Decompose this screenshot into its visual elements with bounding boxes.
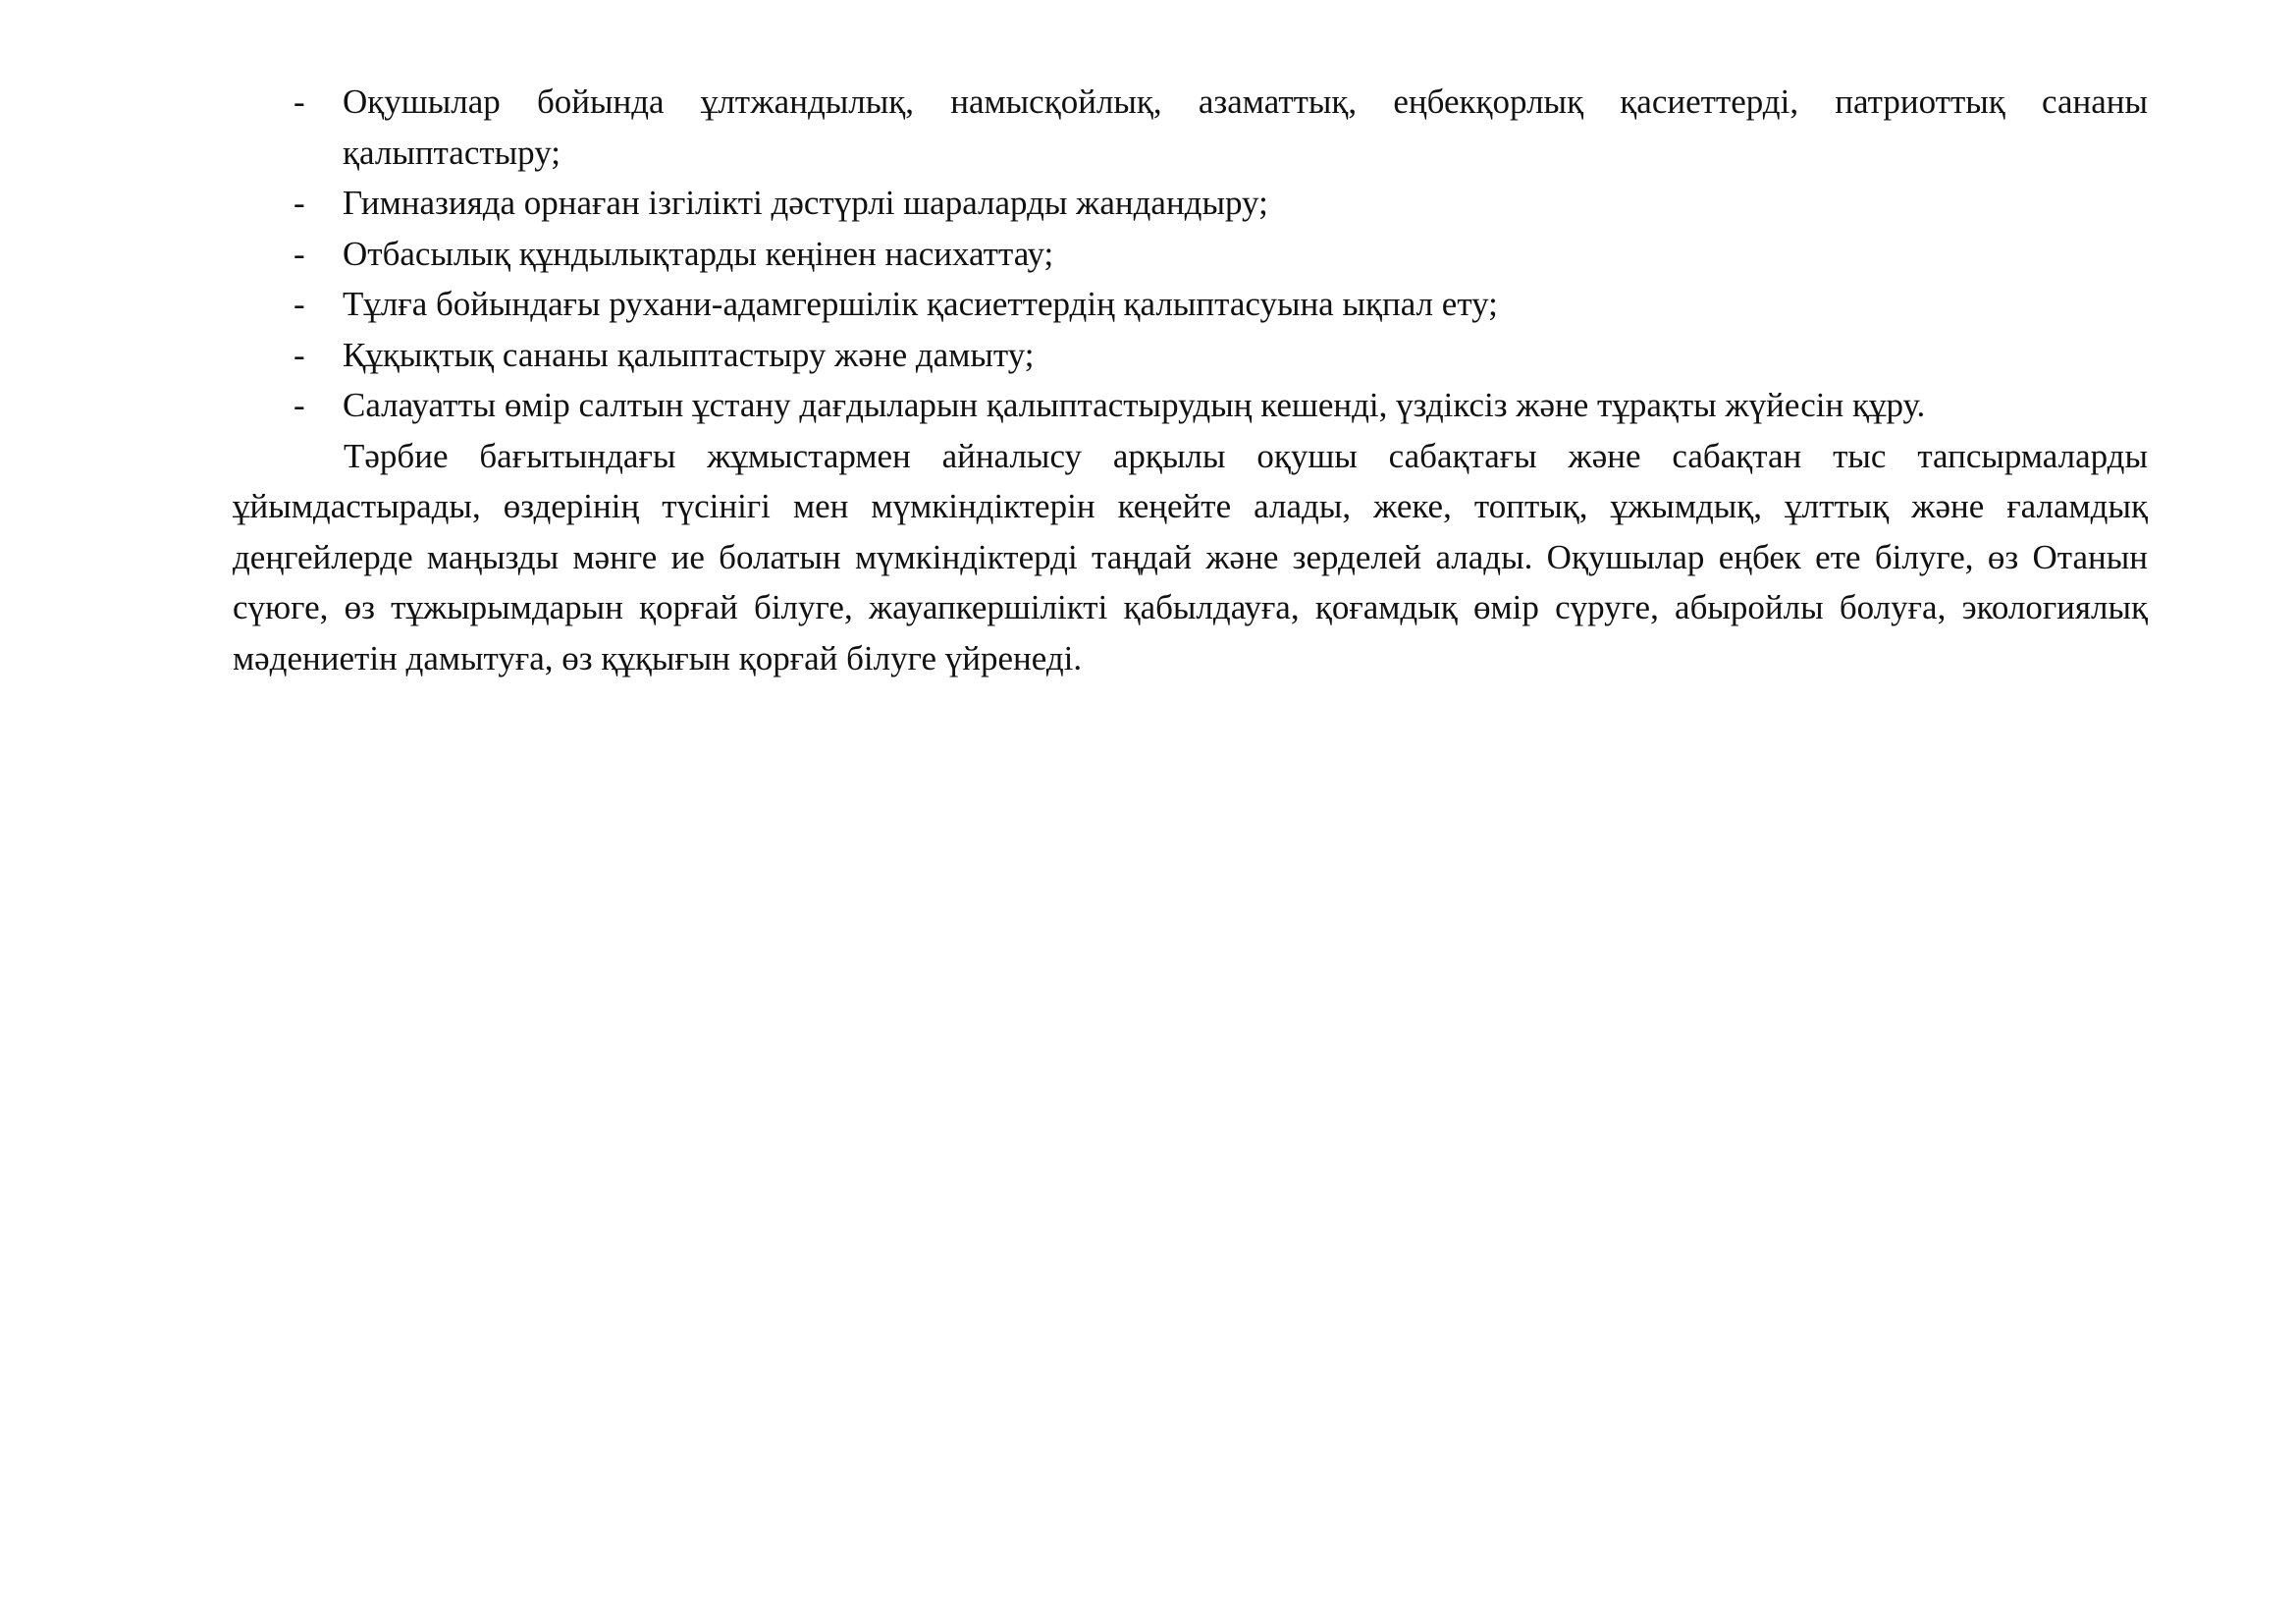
list-dash: -	[294, 386, 305, 424]
list-dash: -	[294, 285, 305, 323]
list-item	[233, 229, 2148, 280]
list-item-text: Құқықтық сананы қалыптастыру және дамыту;	[343, 335, 1035, 374]
list-item-text: Оқушылар бойында ұлтжандылық, намысқойлық, азаматтық, еңбекқорлық қасиеттерді, патриоттық сананы қалыптастыру;	[343, 82, 2148, 172]
list-item	[233, 380, 2148, 431]
list-item	[233, 178, 2148, 229]
list-item-text: Гимназияда орнаған ізгілікті дәстүрлі шараларды жандандыру;	[343, 184, 1268, 222]
list-item	[233, 330, 2148, 381]
list-item-text: Отбасылық құндылықтарды кеңінен насихаттау;	[343, 234, 1054, 273]
document-body	[233, 77, 2148, 683]
list-item-text: Тұлға бойындағы рухани-адамгершілік қасиеттердің қалыптасуына ықпал ету;	[343, 285, 1498, 323]
list-item	[233, 77, 2148, 178]
list-dash: -	[294, 184, 305, 222]
list-dash: -	[294, 82, 305, 121]
goals-list	[233, 77, 2148, 431]
list-dash: -	[294, 234, 305, 273]
list-dash: -	[294, 335, 305, 374]
list-item	[233, 279, 2148, 330]
body-paragraph: Тәрбие бағытындағы жұмыстармен айналысу арқылы оқушы сабақтағы және сабақтан тыс тапсырмаларды ұйымдастырады, өздерінің түсінігі мен мүмкіндіктерін кеңейте алады, жеке, топтық, ұжымдық, ұлттық және ғаламдық деңгейлерде маңызды мәнге ие болатын мүмкіндіктерді таңдай және зерделей алады. Оқушылар еңбек ете білуге, өз Отанын сүюге, өз тұжырымдарын қорғай білуге, жауапкершілікті қабылдауға, қоғамдық өмір сүруге, абыройлы болуға, экологиялық мәдениетін дамытуға, өз құқығын қорғай білуге үйренеді.	[233, 436, 2148, 677]
list-item-text: Салауатты өмір салтын ұстану дағдыларын қалыптастырудың кешенді, үздіксіз және тұрақты жүйесін құру.	[343, 386, 1926, 424]
